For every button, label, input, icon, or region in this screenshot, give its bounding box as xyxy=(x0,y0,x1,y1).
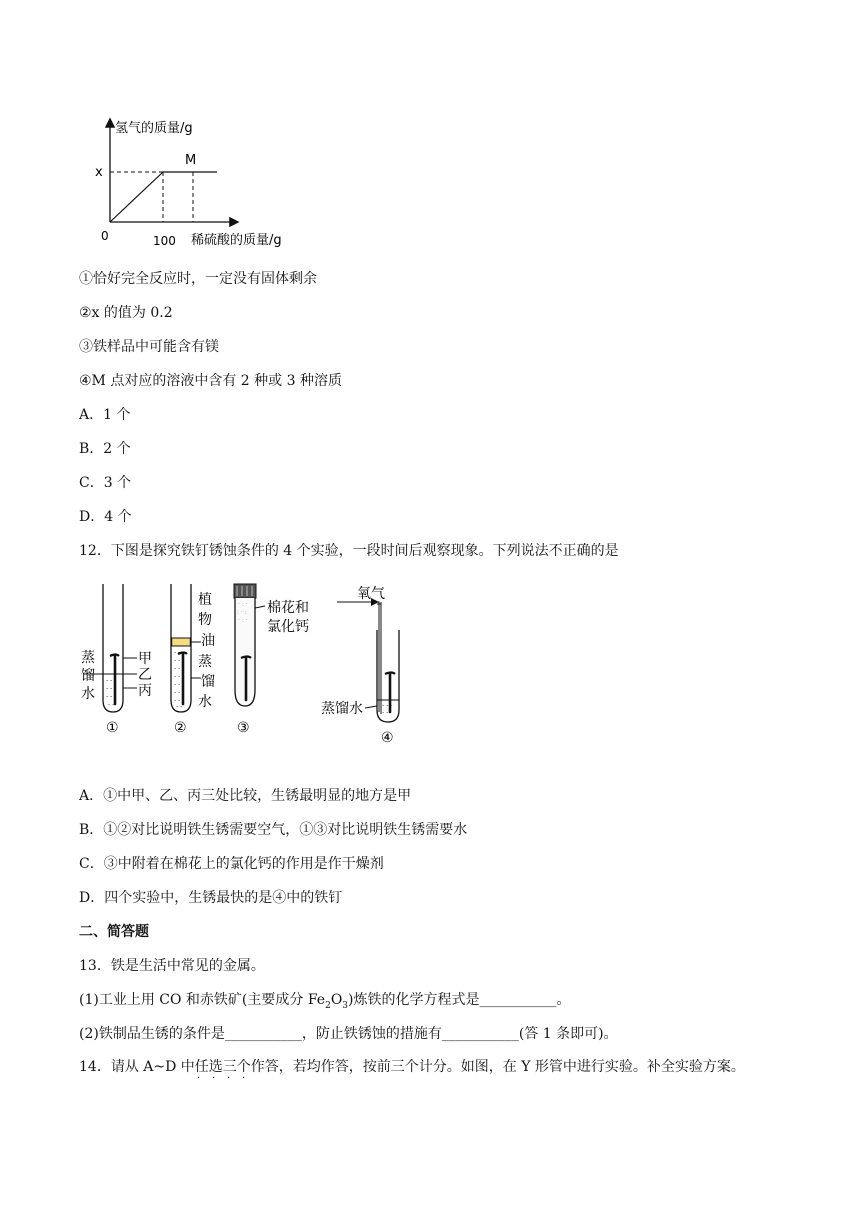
q11-option-b: B．2 个 xyxy=(79,441,131,457)
q11-statement-3: ③铁样品中可能含有镁 xyxy=(79,339,219,355)
y-axis-label: 氢气的质量/g xyxy=(115,121,193,136)
rusting-experiment-figure xyxy=(79,582,439,752)
oil-label-2: 物 xyxy=(198,612,212,628)
q12-option-d: D．四个实验中，生锈最快的是④中的铁钉 xyxy=(79,890,343,906)
water2-label-3: 水 xyxy=(198,694,212,710)
q11-statement-1: ①恰好完全反应时，一定没有固体剩余 xyxy=(79,271,317,287)
svg-text:· : ·: · : · xyxy=(238,601,248,608)
cotton-label-2: 氯化钙 xyxy=(267,619,309,635)
svg-text:- - -: - - - xyxy=(174,673,185,680)
q13-sub-2: 2 xyxy=(325,1000,331,1011)
oil-label-1: 植 xyxy=(198,592,212,608)
svg-text:- - -: - - - xyxy=(174,681,185,688)
water2-label-2: 馏 xyxy=(201,674,215,690)
x-tick-100: 100 xyxy=(153,234,176,248)
q12-option-b: B．①②对比说明铁生锈需要空气，①③对比说明铁生锈需要水 xyxy=(79,822,468,838)
rising-line xyxy=(110,172,163,222)
test-tube-3 xyxy=(234,584,256,706)
water-label-left-2: 馏 xyxy=(81,668,95,684)
water-label-left-1: 蒸 xyxy=(81,650,95,666)
tube-number-2: ② xyxy=(174,720,187,736)
label-yi: 乙 xyxy=(138,667,152,683)
oxygen-label: 氧气 xyxy=(357,586,385,602)
svg-text:- - -: - - - xyxy=(174,689,185,696)
svg-text:- -: - - xyxy=(108,701,115,708)
svg-text:- - -: - - - xyxy=(174,657,185,664)
q12-stem: 12．下图是探究铁钉锈蚀条件的 4 个实验，一段时间后观察现象。下列说法不正确的是 xyxy=(79,543,619,559)
emphasis-dot: · xyxy=(242,1073,246,1084)
label-bing: 丙 xyxy=(138,683,152,699)
svg-text:- - -: - - - xyxy=(174,697,185,704)
q13-part2: (2)铁制品生锈的条件是___________，防止铁锈蚀的措施有___________(答 1 条即可)。 xyxy=(79,1026,618,1042)
water2-label-1: 蒸 xyxy=(198,654,212,670)
svg-text:- -: - - xyxy=(382,709,389,716)
oil-label-3: 油 xyxy=(201,633,215,649)
q13-stem: 13．铁是生活中常见的金属。 xyxy=(79,958,265,974)
q11-statement-2: ②x 的值为 0.2 xyxy=(79,305,173,321)
label-jia: 甲 xyxy=(138,651,152,667)
emphasis-dot: · xyxy=(212,1073,216,1084)
q11-option-c: C．3 个 xyxy=(79,475,132,491)
q11-option-a: A．1 个 xyxy=(79,407,131,423)
q11-statement-4: ④M 点对应的溶液中含有 2 种或 3 种溶质 xyxy=(79,373,342,389)
tube-number-4: ④ xyxy=(381,730,394,746)
q12-option-a: A．①中甲、乙、丙三处比较，生锈最明显的地方是甲 xyxy=(79,788,412,804)
emphasis-dot: · xyxy=(197,1073,201,1084)
origin-label: 0 xyxy=(101,229,109,243)
q13-part1-o: O xyxy=(330,992,343,1008)
tube-number-3: ③ xyxy=(237,720,250,736)
svg-text:- - -: - - - xyxy=(106,677,117,684)
q13-part1-prefix: (1)工业上用 CO 和赤铁矿(主要成分 Fe xyxy=(79,992,326,1008)
x-axis-label: 稀硫酸的质量/g xyxy=(191,233,282,248)
svg-text:- - -: - - - xyxy=(174,649,185,656)
q14-stem: 14．请从 A~D 中任选三个作答，若均作答，按前三个计分。如图，在 Y 形管中进行实验。补全实验方案。 xyxy=(79,1059,745,1075)
emphasis-dot: · xyxy=(227,1073,231,1084)
svg-text:- - -: - - - xyxy=(106,685,117,692)
svg-text:· : ·: · : · xyxy=(238,617,248,624)
svg-text:- - -: - - - xyxy=(106,693,117,700)
cotton-label-1: 棉花和 xyxy=(267,600,309,616)
point-m-label: M xyxy=(185,153,197,168)
test-tube-2 xyxy=(171,584,191,712)
tube-number-1: ① xyxy=(106,720,119,736)
q11-option-d: D．4 个 xyxy=(79,509,132,525)
q12-option-c: C．③中附着在棉花上的氯化钙的作用是作干燥剂 xyxy=(79,856,384,872)
svg-text:- - -: - - - xyxy=(174,665,185,672)
q13-part1-suffix: )炼铁的化学方程式是___________。 xyxy=(348,992,571,1008)
q13-part1 xyxy=(79,991,571,1015)
svg-text:- -: - - xyxy=(176,703,183,710)
y-tick-x: x xyxy=(95,165,103,180)
section-title: 二、简答题 xyxy=(79,924,149,940)
water4-label: 蒸馏水 xyxy=(321,701,363,717)
svg-text:: · :: : · : xyxy=(237,609,247,616)
water-label-left-3: 水 xyxy=(81,686,95,702)
test-tube-1 xyxy=(103,584,123,712)
svg-text:- - -: - - - xyxy=(382,702,393,709)
hydrogen-mass-graph xyxy=(79,112,319,252)
q13-sub-3: 3 xyxy=(342,1000,349,1011)
